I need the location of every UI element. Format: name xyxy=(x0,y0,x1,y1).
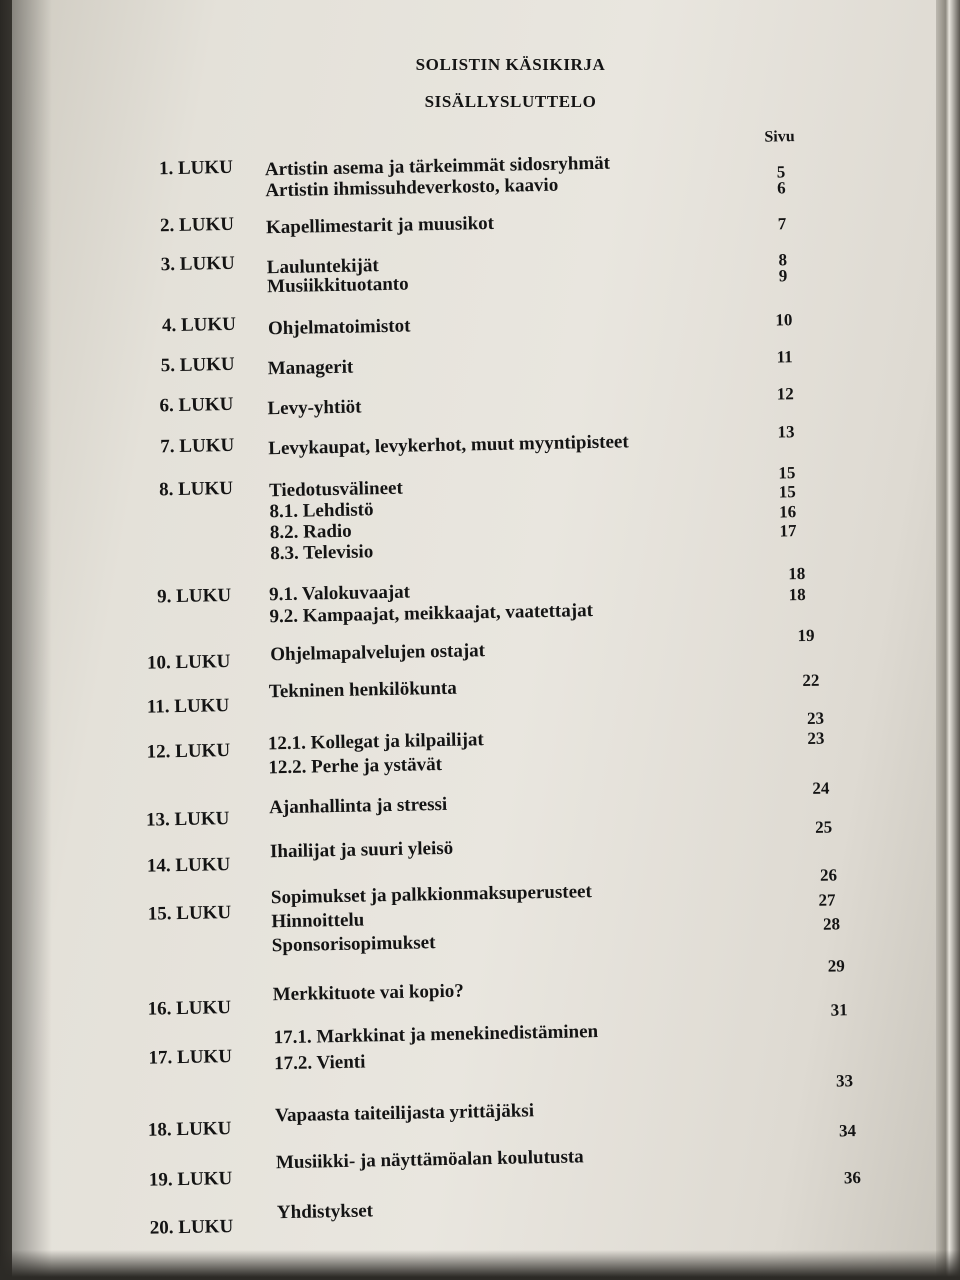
toc-entry-title: Musiikki- ja näyttämöalan koulutusta xyxy=(275,1146,584,1174)
toc-page-number: 27 xyxy=(818,890,836,910)
toc-entry-title: Yhdistykset xyxy=(276,1200,374,1224)
chapter-label: 14. LUKU xyxy=(146,854,231,877)
toc-chapter-row xyxy=(5,240,930,298)
toc-page-number: 17 xyxy=(779,521,797,541)
chapter-label: 7. LUKU xyxy=(160,434,235,458)
toc-entry-title: Musiikkituotanto xyxy=(266,273,409,298)
toc-chapter-row xyxy=(8,421,933,460)
chapter-label: 8. LUKU xyxy=(158,477,234,501)
toc-entry-title: 17.2. Vienti xyxy=(273,1051,366,1075)
toc-entry-title: Levykaupat, levykerhot, muut myyntipisteet xyxy=(268,431,629,460)
toc-entry-title: Vapaasta taiteilijasta yrittäjäksi xyxy=(274,1100,535,1127)
toc-page-number: 31 xyxy=(830,1000,848,1020)
toc-entry-title: Ohjelmatoimistot xyxy=(267,315,411,340)
chapter-label: 16. LUKU xyxy=(147,997,232,1020)
chapter-label: 15. LUKU xyxy=(147,902,232,925)
toc-entry-title: Tekninen henkilökunta xyxy=(268,677,457,703)
toc-entry-title: 9.2. Kampaajat, meikkaajat, vaatettajat xyxy=(269,600,594,628)
toc-entry-title: 8.3. Televisio xyxy=(270,541,374,565)
page-bottom-shadow xyxy=(0,1250,960,1280)
toc-page-number: 11 xyxy=(776,347,793,367)
toc-page-number: 19 xyxy=(797,625,815,646)
toc-chapter-row xyxy=(7,381,932,420)
toc-page-number: 34 xyxy=(838,1121,857,1141)
toc-entry-title: Managerit xyxy=(267,356,354,380)
chapter-label: 19. LUKU xyxy=(148,1168,233,1191)
toc-entry-title: 9.1. Valokuvaajat xyxy=(268,581,411,606)
toc-page-number: 28 xyxy=(822,914,841,934)
chapter-label: 10. LUKU xyxy=(146,651,231,674)
page-stack-edge xyxy=(936,0,960,1280)
toc-page-number: 36 xyxy=(843,1168,862,1188)
toc-page-number: 26 xyxy=(819,865,838,885)
toc-page-number: 29 xyxy=(827,956,846,976)
chapter-label: 13. LUKU xyxy=(145,808,230,831)
toc-page-number: 18 xyxy=(788,584,806,605)
toc-page-number: 24 xyxy=(812,778,830,798)
toc-entry-title: Merkkituote vai kopio? xyxy=(272,980,464,1006)
toc-entry-title: Tiedotusvälineet xyxy=(268,477,403,502)
toc-chapter-row xyxy=(9,463,934,565)
toc-page-number: 15 xyxy=(778,463,796,483)
toc-entry-title: Lauluntekijät xyxy=(266,255,379,279)
toc-page-number: 6 xyxy=(776,178,786,198)
toc-entry-title: Ihailijat ja suuri yleisö xyxy=(269,837,454,863)
chapter-label: 6. LUKU xyxy=(159,393,234,417)
book-page xyxy=(12,0,937,1280)
toc-entry-title: Artistin asema ja tärkeimmät sidosryhmät xyxy=(264,152,611,181)
toc-page-number: 16 xyxy=(778,502,797,522)
toc-page-number: 8 xyxy=(778,250,788,270)
toc-heading: SISÄLLYSLUTTELO xyxy=(424,92,597,111)
toc-page-number: 12 xyxy=(776,384,795,404)
toc-page-number: 25 xyxy=(814,817,833,837)
toc-entry-title: Levy-yhtiöt xyxy=(267,396,362,420)
toc-entry-title: Ohjelmapalvelujen ostajat xyxy=(270,640,486,666)
document-title: SOLISTIN KÄSIKIRJA xyxy=(415,55,606,74)
toc-page-number: 18 xyxy=(788,563,806,584)
toc-page-number: 33 xyxy=(835,1071,854,1091)
toc-page-number: 7 xyxy=(777,214,787,234)
chapter-label: 9. LUKU xyxy=(157,585,232,608)
chapter-label: 18. LUKU xyxy=(147,1118,232,1141)
toc-entry-title: Kapellimestarit ja muusikot xyxy=(265,212,495,239)
toc-entry-title: Hinnoittelu xyxy=(271,909,365,933)
toc-chapter-row xyxy=(12,625,937,674)
chapter-label: 20. LUKU xyxy=(149,1216,234,1239)
chapter-label: 3. LUKU xyxy=(160,252,235,276)
toc-chapter-row xyxy=(14,708,939,779)
chapter-label: 12. LUKU xyxy=(146,740,231,763)
toc-page-number: 23 xyxy=(807,728,825,748)
page-column-label: Sivu xyxy=(764,128,795,146)
toc-page-number: 23 xyxy=(806,708,825,728)
chapter-label: 5. LUKU xyxy=(160,353,235,377)
toc-entry-title: 12.2. Perhe ja ystävät xyxy=(268,753,443,779)
toc-entry-title: Sopimukset ja palkkionmaksuperusteet xyxy=(270,881,593,909)
chapter-label: 1. LUKU xyxy=(158,156,234,180)
toc-page-number: 15 xyxy=(778,482,796,502)
chapter-label: 2. LUKU xyxy=(159,213,235,237)
toc-page-number: 9 xyxy=(778,266,788,286)
toc-page-number: 22 xyxy=(802,670,820,691)
toc-chapter-row xyxy=(6,301,931,340)
toc-page-number: 5 xyxy=(776,162,786,182)
toc-page-number: 13 xyxy=(777,422,795,442)
toc-entry-title: 8.1. Lehdistö xyxy=(269,499,374,523)
page-fold-shadow xyxy=(12,0,52,1280)
toc-page-number: 10 xyxy=(775,310,793,330)
chapter-label: 11. LUKU xyxy=(146,695,230,718)
toc-entry-title: 17.1. Markkinat ja menekinedistäminen xyxy=(273,1021,599,1049)
chapter-label: 17. LUKU xyxy=(148,1046,233,1069)
toc-chapter-row xyxy=(7,341,932,380)
toc-entry-title: Artistin ihmissuhdeverkosto, kaavio xyxy=(265,174,559,202)
toc-entry-title: Ajanhallinta ja stressi xyxy=(268,793,448,819)
toc-chapter-row xyxy=(11,563,936,628)
chapter-label: 4. LUKU xyxy=(161,313,237,337)
toc-entry-title: 8.2. Radio xyxy=(269,520,352,544)
toc-chapter-row xyxy=(4,201,929,239)
toc-entry-title: 12.1. Kollegat ja kilpailijat xyxy=(267,729,484,755)
toc-entry-title: Sponsorisopimukset xyxy=(271,932,436,957)
